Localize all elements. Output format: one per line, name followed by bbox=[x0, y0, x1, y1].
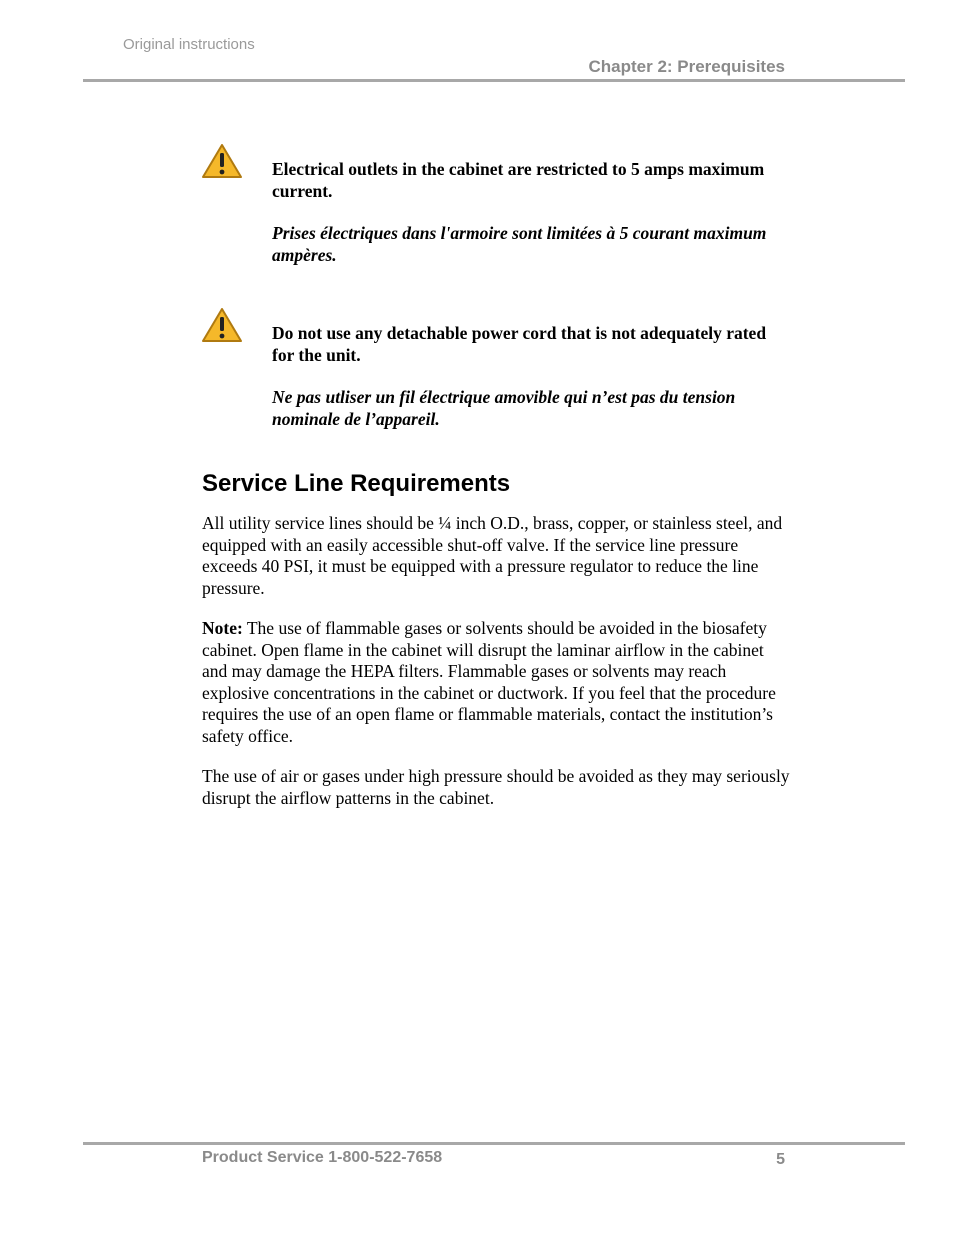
page-number: 5 bbox=[776, 1151, 785, 1168]
note-paragraph bbox=[202, 618, 792, 747]
warning-block-outlets bbox=[272, 159, 782, 266]
chapter-title: Chapter 2: Prerequisites bbox=[588, 57, 785, 76]
section-title: Service Line Requirements bbox=[202, 470, 511, 497]
high-pressure-paragraph: The use of air or gases under high pressure should be avoided as they may seriously disrupt the airflow patterns in the cabinet. bbox=[202, 766, 790, 808]
footer-service-phone: Product Service 1-800-522-7658 bbox=[202, 1149, 443, 1166]
header-rule bbox=[83, 79, 905, 82]
warning-text-fr: Ne pas utliser un fil électrique amovible qui n’est pas du tension nominale de l’appareil. bbox=[272, 387, 736, 429]
note-label: Note: bbox=[202, 618, 243, 638]
header-note: Original instructions bbox=[123, 36, 255, 53]
warning-text-en: Electrical outlets in the cabinet are restricted to 5 amps maximum current. bbox=[272, 159, 765, 201]
warning-triangle-icon bbox=[201, 143, 243, 179]
warning-text-en: Do not use any detachable power cord that is not adequately rated for the unit. bbox=[272, 323, 767, 365]
warning-text-fr: Prises électriques dans l'armoire sont limitées à 5 courant maximum ampères. bbox=[272, 223, 767, 265]
warning-block-power-cord bbox=[272, 323, 782, 430]
note-text: The use of flammable gases or solvents should be avoided in the biosafety cabinet. Open flame in the cabinet will disrupt the laminar airflow in the cabinet and may damage the HEPA filters. Flammable gases or solvents may reach explosive concentrations in the cabinet or ductwork. If you feel that the procedure requires the use of an open flame or flammable materials, contact the institution’s safety office. bbox=[202, 618, 776, 746]
warning-triangle-icon bbox=[201, 307, 243, 343]
service-line-paragraph: All utility service lines should be ¼ inch O.D., brass, copper, or stainless steel, and equipped with an easily accessible shut-off valve. If the service line pressure exceeds 40 PSI, it must be equipped with a pressure regulator to reduce the line pressure. bbox=[202, 513, 783, 598]
footer-rule bbox=[83, 1142, 905, 1145]
